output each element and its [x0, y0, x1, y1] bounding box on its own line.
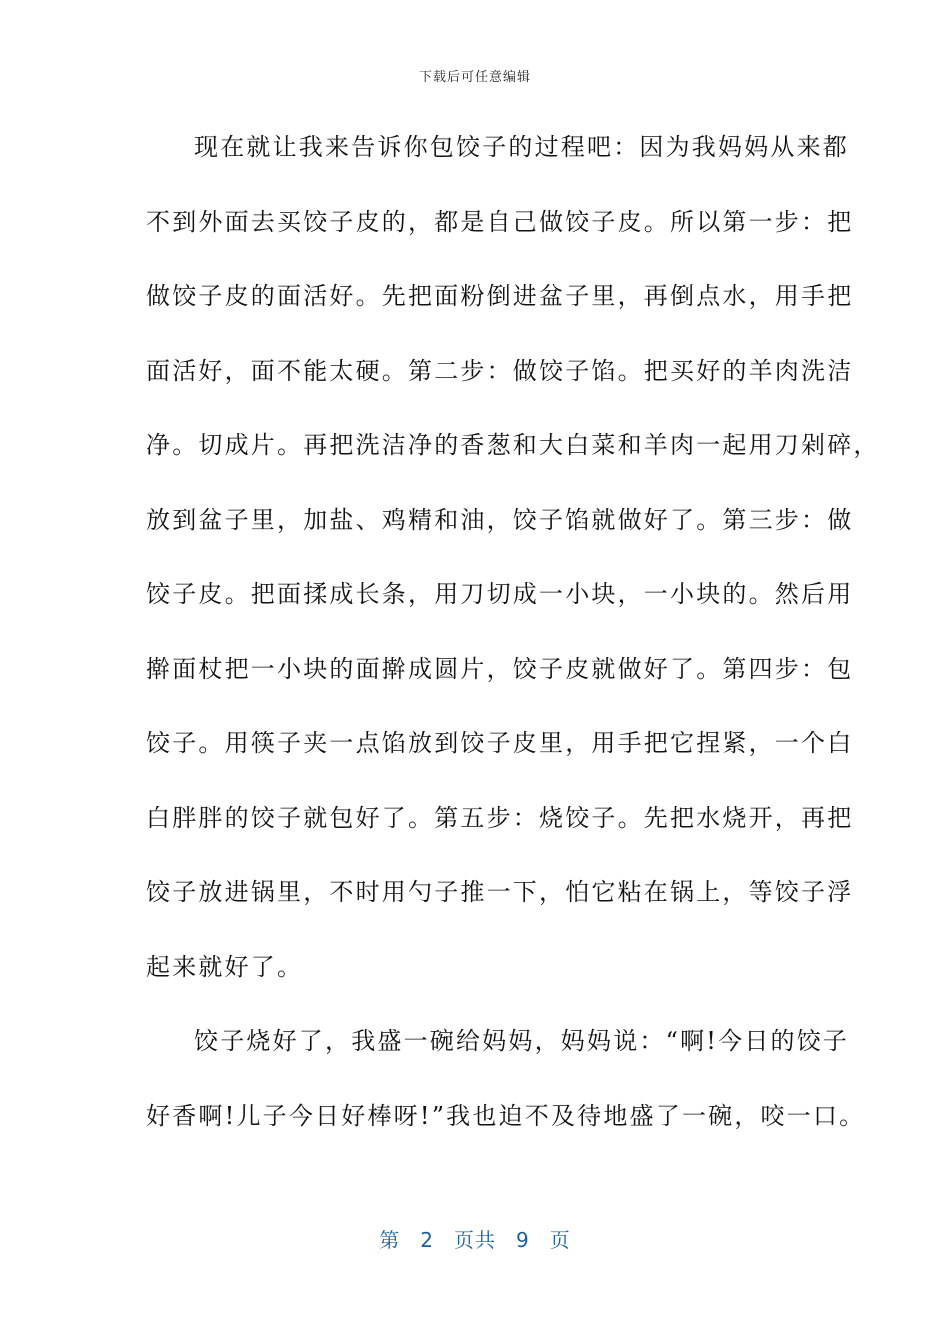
paragraph-1-line-7: 饺子皮。把面揉成长条，用刀切成一小块，一小块的。然后用 — [146, 580, 854, 608]
paragraph-1-line-5: 净。切成片。再把洗洁净的香葱和大白菜和羊肉一起用刀剁碎， — [146, 431, 880, 459]
paragraph-2-line-2: 好香啊!儿子今日好棒呀!”我也迫不及待地盛了一碗，咬一口。 — [146, 1101, 866, 1130]
paragraph-1-line-12: 起来就好了。 — [146, 952, 304, 981]
document-body — [146, 128, 880, 1171]
paragraph-1-line-11: 饺子放进锅里，不时用勺子推一下，怕它粘在锅上，等饺子浮 — [146, 878, 854, 906]
page-footer — [0, 1224, 950, 1253]
paragraph-2-line-1: 饺子烧好了，我盛一碗给妈妈，妈妈说：“啊!今日的饺子 — [194, 1027, 850, 1055]
paragraph-1-line-6: 放到盆子里，加盐、鸡精和油，饺子馅就做好了。第三步：做 — [146, 505, 854, 534]
page-current-number: 2 — [420, 1228, 434, 1252]
paragraph-1-line-1: 现在就让我来告诉你包饺子的过程吧：因为我妈妈从来都 — [194, 133, 849, 161]
page-label-middle: 页共 — [454, 1228, 496, 1252]
paragraph-1-line-3: 做饺子皮的面活好。先把面粉倒进盆子里，再倒点水，用手把 — [146, 282, 854, 310]
page-total-number: 9 — [516, 1228, 530, 1252]
page-label-suffix: 页 — [549, 1228, 571, 1252]
paragraph-1-line-2: 不到外面去买饺子皮的，都是自己做饺子皮。所以第一步：把 — [146, 207, 854, 236]
paragraph-1-line-8: 擀面杖把一小块的面擀成圆片，饺子皮就做好了。第四步：包 — [146, 654, 854, 683]
page-label-prefix: 第 — [379, 1228, 401, 1252]
paragraph-1-line-9: 饺子。用筷子夹一点馅放到饺子皮里，用手把它捏紧，一个白 — [146, 729, 854, 757]
page-header: 下载后可任意编辑 — [418, 70, 531, 85]
paragraph-1-line-10: 白胖胖的饺子就包好了。第五步：烧饺子。先把水烧开，再把 — [146, 803, 854, 832]
paragraph-1-line-4: 面活好，面不能太硬。第二步：做饺子馅。把买好的羊肉洗洁 — [146, 356, 854, 385]
